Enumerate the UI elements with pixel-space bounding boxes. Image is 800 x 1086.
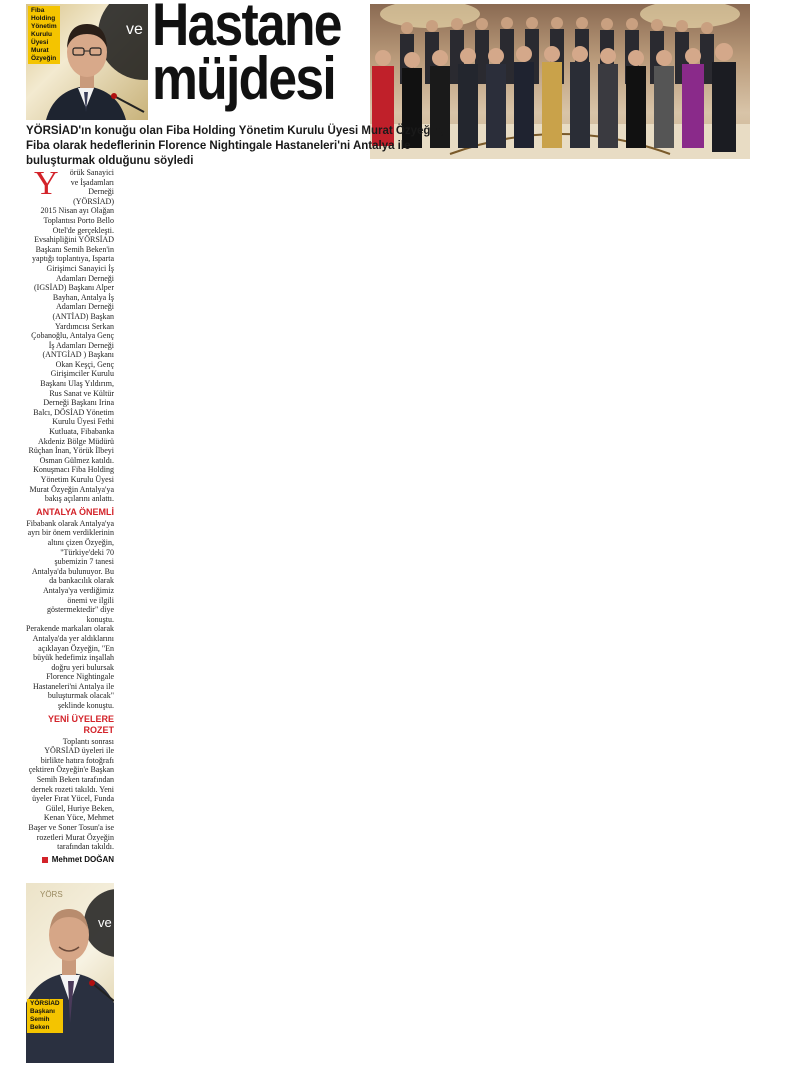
byline bbox=[26, 855, 114, 865]
portrait-murat-ozyegin bbox=[26, 4, 148, 120]
portrait-semih-beken bbox=[26, 883, 114, 1063]
portrait-illustration bbox=[26, 883, 114, 1063]
dropcap: Y bbox=[34, 165, 59, 202]
paragraph: örük Sanayici ve İşadamları Derneği (YÖRSİAD) 2015 Nisan ayı Olağan Toplantısı Porto Bello Otel'de gerçekleşti. Evsahipliğini YÖRSİAD Başkanı Semih Beken'in yaptığı toplantıya, Isparta Girişimci Sanayici İş Adamları Derneği (IGSİAD) Başkanı Alper Bayhan, Antalya İş Adamları Derneği (ANTİAD) Başkan Yardımcısı Serkan Çobanoğlu, Antalya Genç İş Adamları Derneği (ANTGİAD ) Başkanı Okan Keşçi, Genç Girişimciler Kurulu Başkanı Ulaş Yıldırım, Rus Sanat ve Kültür Derneği Başkanı Irina Balcı, DÖSİAD Yönetim Kurulu Üyesi Fethi Kutluata, Fibabanka Akdeniz Bölge Müdürü Rüçhan İnan, Yörük İlbeyi Osman Gülmez katıldı. bbox=[28, 168, 114, 465]
section-heading: ANTALYA ÖNEMLİ bbox=[36, 506, 114, 517]
paragraph: Konuşmacı Fiba Holding Yönetim Kurulu Üyesi Murat Özyeğin Antalya'ya bakış açılarını anlattı. bbox=[29, 465, 114, 504]
headline bbox=[152, 0, 341, 112]
paragraph: Toplantı sonrası YÖRSİAD üyeleri ile birlikte hatıra fotoğrafı çektiren Özyeğin'e Başkan Semih Beken tarafından dernek rozeti takıldı. Yeni üyeler Fırat Yücel, Funda Gülel, Huriye Beken, Kenan Yüce, Mehmet Başer ve Soner Tosun'a ise rozetleri Murat Özyeğin tarafından takıldı. bbox=[28, 736, 114, 852]
headline-line-1: Hastane bbox=[152, 0, 341, 58]
paragraph: Fibabank olarak Antalya'ya ayrı bir önem verdiklerinin altını çizen Özyeğin, "Türkiye'deki 70 şubemizin 7 tanesi Antalya'da bulunuyor. Bu da bankacılık olarak Antalya'ya verdiğimiz önemi ve ilgili göstermektedir" diye konuştu. bbox=[26, 518, 114, 624]
byline-marker-icon bbox=[42, 857, 48, 863]
backdrop-text: ve bbox=[98, 915, 112, 930]
headline-line-2: müjdesi bbox=[152, 45, 335, 112]
paragraph: Perakende markaları olarak Antalya'da yer aldıklarını açıklayan Özyeğin, "En büyük hedefimiz inşallah doğru yeri bulursak Florence Nightingale Hastaneleri'ni Antalya ile buluşturmak olacak" şeklinde konuştu. bbox=[26, 624, 114, 711]
backdrop-text: YÖRS bbox=[40, 890, 63, 899]
subhead: YÖRSİAD'ın konuğu olan Fiba Holding Yönetim Kurulu Üyesi Murat Özyeğin, Fiba olarak hedeflerinin Florence Nightingale Hastaneleri'ni Antalya ile buluşturmak olduğunu söyledi bbox=[26, 125, 444, 167]
byline-last-name: DOĞAN bbox=[84, 854, 114, 864]
section-heading: YENİ ÜYELERE ROZET bbox=[47, 713, 114, 735]
backdrop-text: ve bbox=[126, 21, 143, 38]
article-body bbox=[26, 165, 114, 864]
photo-caption: Fiba Holding Yönetim Kurulu Üyesi Murat Özyeğin bbox=[28, 6, 60, 64]
byline-first-name: Mehmet bbox=[51, 854, 82, 864]
photo-caption: YÖRSİAD Başkanı Semih Beken bbox=[27, 999, 63, 1033]
